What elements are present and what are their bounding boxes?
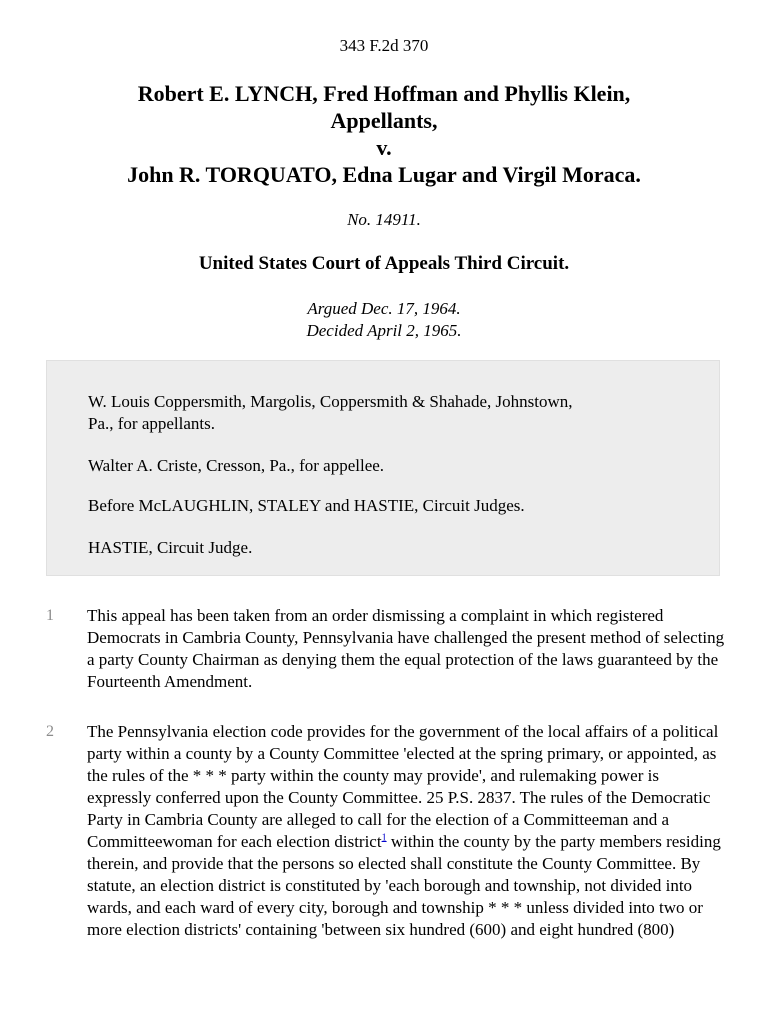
appellees-names: John R. TORQUATO, Edna Lugar and Virgil Moraca. <box>127 162 641 187</box>
paragraph-text: This appeal has been taken from an order dismissing a complaint in which registered Democrats in Cambria County, Pennsylvania have challenged the present method of selecting a party County Chairman as denying them the equal protection of the laws guaranteed by the Fourteenth Amendment. <box>87 606 725 691</box>
paragraph-number: 1 <box>46 607 54 624</box>
argued-date: Argued Dec. 17, 1964. <box>307 299 461 318</box>
paragraph-number: 2 <box>46 723 54 740</box>
paragraph-text-part1: The Pennsylvania election code provides for the government of the local affairs of a political party within a county by a County Committee 'elected at the spring primary, or appointed, as the rules of the * * * party within the county may provide', and rulemaking power is expressly conferred upon the County Committee. 25 P.S. 2837. The rules of the Democratic Party in Cambria County are alleged to call for the election of a Committeeman and a Committeewoman for each election district <box>87 722 719 851</box>
footnote-link[interactable]: 1 <box>381 832 387 844</box>
decided-date: Decided April 2, 1965. <box>306 321 462 340</box>
case-citation: 343 F.2d 370 <box>339 36 429 55</box>
counsel-appellants-line2: Pa., for appellants. <box>88 414 215 433</box>
versus-label: v. <box>376 135 392 160</box>
paragraph-text <box>87 721 727 941</box>
docket-number: No. 14911. <box>347 210 421 229</box>
counsel-appellee: Walter A. Criste, Cresson, Pa., for appellee. <box>88 456 385 475</box>
appellants-names: Robert E. LYNCH, Fred Hoffman and Phyllis Klein, <box>137 81 631 106</box>
judges-panel: Before McLAUGHLIN, STALEY and HASTIE, Circuit Judges. <box>88 496 525 515</box>
counsel-appellants <box>88 391 688 435</box>
case-dates <box>0 298 768 342</box>
court-name: United States Court of Appeals Third Circuit. <box>198 253 570 274</box>
paragraph-text-part2: within the county by the party members residing therein, and provide that the persons so elected shall constitute the County Committee. By statute, an election district is constituted by 'each borough and township, not divided into wards, and each ward of every city, borough and township * * * unless divided into two or more election districts' containing 'between six hundred (600) and eight hundred (800) <box>87 832 721 939</box>
appellants-role: Appellants, <box>330 108 438 133</box>
opinion-author: HASTIE, Circuit Judge. <box>88 538 253 557</box>
counsel-appellants-line1: W. Louis Coppersmith, Margolis, Coppersmith & Shahade, Johnstown, <box>88 392 573 411</box>
counsel-box <box>46 360 720 576</box>
case-caption <box>40 80 728 188</box>
